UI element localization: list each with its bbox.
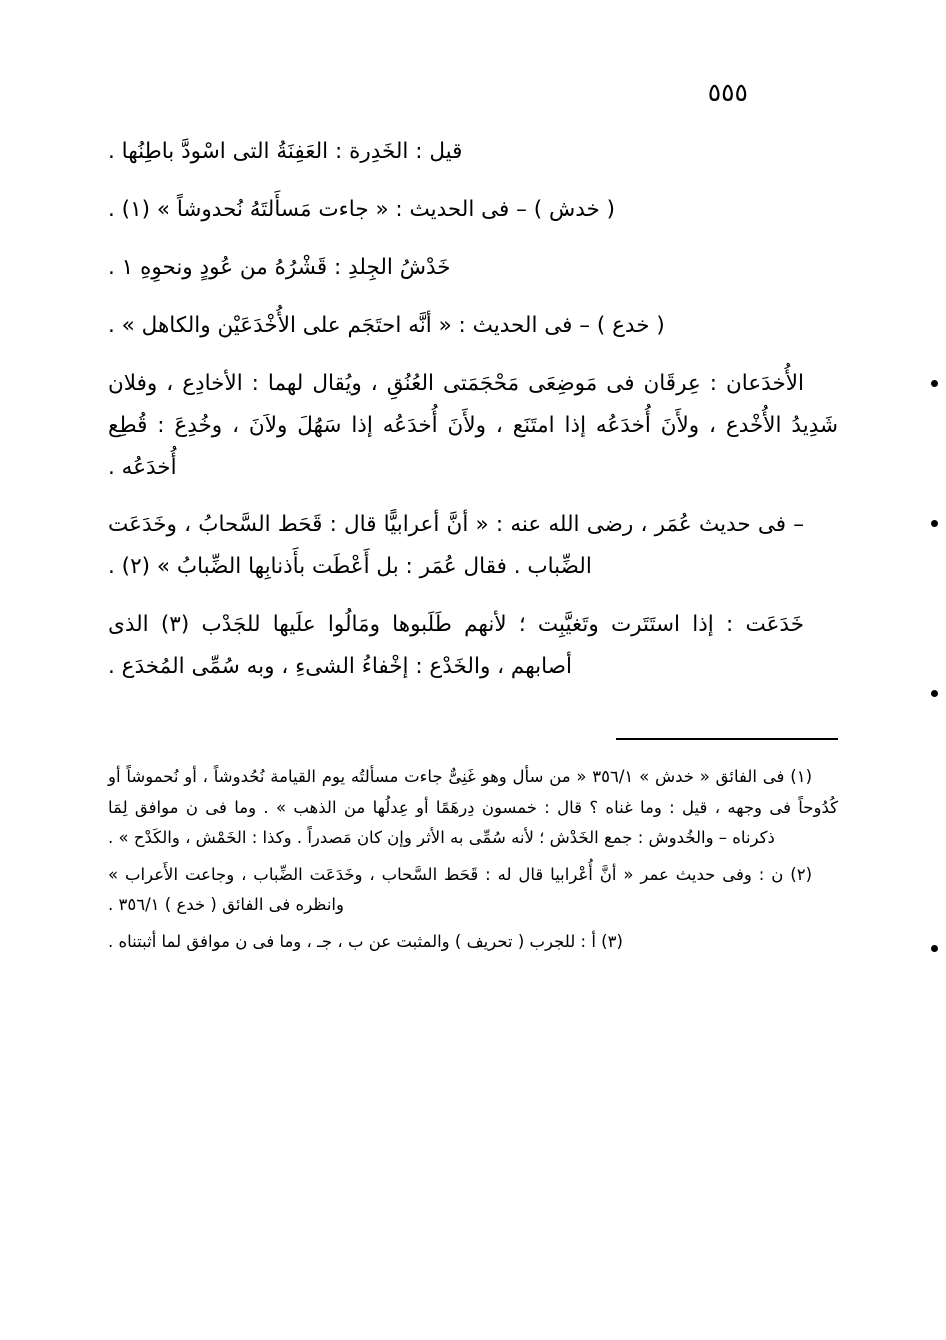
footnote-separator (616, 738, 838, 740)
paragraph: الأُخدَعان : عِرقَان فى مَوضِعَى مَحْجَمَتى العُنُقِ ، ويُقال لهما : الأخادِع ، وفلان شَدِيدُ الأُخْدع ، ولأَنَ أُخدَعُه إذا امتَنَع ، ولأَنَ أُخدَعُه إذا سَهُلَ ولاَنَ ، وخُدِعَ : قُطِع أُخدَعُه . (108, 370, 838, 480)
footnote-separator-wrap (108, 704, 838, 762)
margin-mark (931, 945, 938, 952)
main-text-block (108, 131, 838, 688)
page-number: ٥٥٥ (707, 78, 748, 107)
paragraph: خَدْشُ الجِلدِ : قَشْرُهُ من عُودٍ ونحوِهِ ١ . (108, 254, 451, 280)
paragraph: قيل : الخَدِرة : العَفِنَةُ التى اسْودَّ باطِنُها . (108, 139, 463, 164)
paragraph: ( خدع ) – فى الحديث : « أنَّه احتَجَم على الأُخْدَعَيْن والكاهل » . (108, 312, 665, 338)
footnotes-block (108, 762, 838, 957)
footnote: (١) فى الفائق « خدش » ٣٥٦/١ « من سأل وهو غَنِىٌّ جاءت مسألتُه يوم القيامة نُحُدوشاً ، أو نُحموشاً أو كُدُوحاً فى وجهه ، قيل : وما غناه ؟ قال : خمسون دِرهَمًا أو عِدلُها من الذهب » . وما فى ن موافق لِمَا ذكرناه – والخُدوش : جمع الخَدْش ؛ لأنه سُمِّى به الأثر وإن كان مَصدراً . وكذا : الخَمْش ، والكَدْح » . (108, 767, 838, 848)
footnote: (٢) ن : وفى حديث عمر « أنَّ أُعْرابيا قال له : قَحَط السَّحاب ، وخَدَعَت الضِّباب ، وجاعت الأَعراب » وانظره فى الفائق ( خدع ) ٣٥٦/١ . (108, 864, 812, 915)
margin-mark (931, 520, 938, 527)
margin-mark (931, 690, 938, 697)
paragraph: خَدَعَت : إذا استَتَرت وتَغيَّبِت ؛ لأنهم طَلَبوها ومَالُوا علَيها للجَدْب (٣) الذى أصابهم ، والخَدْع : إخْفاءُ الشىءِ ، وبه سُمِّى المُخدَع . (108, 612, 804, 680)
margin-mark (931, 380, 938, 387)
footnote: (٣) أ : للجرب ( تحريف ) والمثبت عن ب ، جـ ، وما فى ن موافق لما أثبتناه . (108, 931, 623, 951)
paragraph: – فى حديث عُمَر ، رضى الله عنه : « أنَّ أعرابيًّا قال : قَحَط السَّحابُ ، وخَدَعَت الضِّباب . فقال عُمَر : بل أَعْطَت بأَذنابِها الضِّبابُ » (٢) . (108, 512, 804, 580)
paragraph: ( خدش ) – فى الحديث : « جاءت مَسأَلتَهُ نُحدوشاً » (١) . (108, 196, 616, 222)
